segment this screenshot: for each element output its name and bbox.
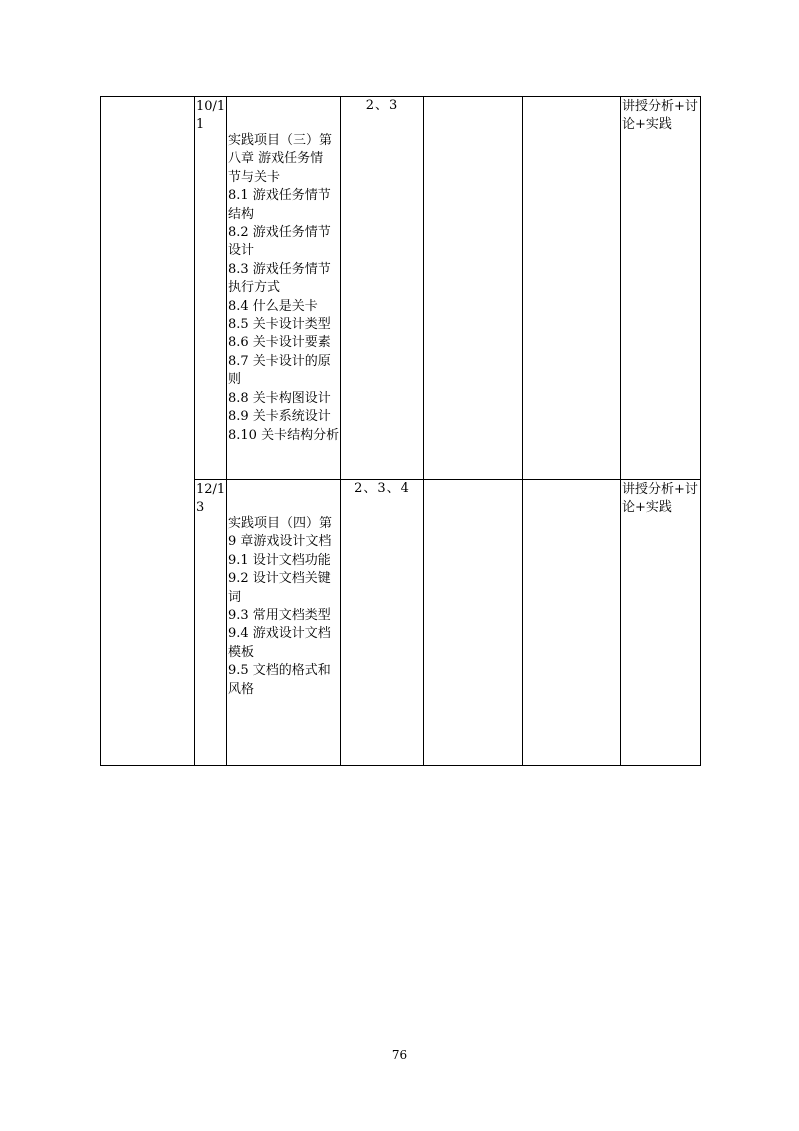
content-lines xyxy=(227,480,340,699)
page-number: 76 xyxy=(391,1048,408,1062)
empty-cell xyxy=(424,97,523,480)
content-line: 9.5 文档的格式和 xyxy=(228,663,331,679)
content-cell xyxy=(227,480,341,766)
content-line: 则 xyxy=(228,372,242,388)
content-line: 八章 游戏任务情 xyxy=(228,151,324,167)
method-line: 论+实践 xyxy=(622,117,672,133)
method-cell xyxy=(621,97,701,480)
content-lines xyxy=(227,97,340,445)
content-line: 模板 xyxy=(228,644,255,660)
empty-cell xyxy=(424,480,523,766)
empty-cell xyxy=(523,97,621,480)
content-line: 8.10 关卡结构分析 xyxy=(228,427,340,443)
objectives-cell: 2、3、4 xyxy=(341,480,424,766)
merged-empty-cell xyxy=(101,97,195,766)
method-line: 讲授分析+讨 xyxy=(622,99,698,114)
content-line: 9.3 常用文档类型 xyxy=(228,608,331,624)
course-schedule-table xyxy=(100,96,701,766)
content-line: 风格 xyxy=(228,681,255,697)
content-line: 8.7 关卡设计的原 xyxy=(228,353,331,369)
content-line: 9.2 设计文档关键 xyxy=(228,571,331,587)
content-line: 8.6 关卡设计要素 xyxy=(228,335,331,351)
week-label: 12/13 xyxy=(196,482,226,516)
content-line: 9.1 设计文档功能 xyxy=(228,552,331,568)
content-line: 结构 xyxy=(228,206,255,222)
method-text xyxy=(621,480,700,518)
content-line: 执行方式 xyxy=(228,280,281,296)
content-line: 词 xyxy=(228,589,242,605)
content-line: 8.8 关卡构图设计 xyxy=(228,390,331,406)
week-cell xyxy=(195,97,227,480)
content-line: 实践项目（四）第 xyxy=(228,516,333,531)
content-line: 9 章游戏设计文档 xyxy=(228,534,332,550)
content-line: 8.5 关卡设计类型 xyxy=(228,317,331,333)
content-line: 8.1 游戏任务情节 xyxy=(228,188,331,204)
content-line: 9.4 游戏设计文档 xyxy=(228,626,331,642)
method-line: 论+实践 xyxy=(622,500,672,516)
content-line: 8.2 游戏任务情节 xyxy=(228,225,331,241)
content-line: 节与关卡 xyxy=(228,169,281,185)
content-line: 8.4 什么是关卡 xyxy=(228,298,318,314)
content-line: 设计 xyxy=(228,243,255,259)
week-label: 10/11 xyxy=(196,99,226,133)
method-cell xyxy=(621,480,701,766)
objectives-cell: 2、3 xyxy=(341,97,424,480)
content-line: 8.9 关卡系统设计 xyxy=(228,409,331,425)
content-line: 实践项目（三）第 xyxy=(228,133,333,148)
week-cell xyxy=(195,480,227,766)
content-line: 8.3 游戏任务情节 xyxy=(228,261,331,277)
table-row xyxy=(101,97,701,480)
content-cell xyxy=(227,97,341,480)
method-line: 讲授分析+讨 xyxy=(622,482,698,497)
method-text xyxy=(621,97,700,135)
empty-cell xyxy=(523,480,621,766)
